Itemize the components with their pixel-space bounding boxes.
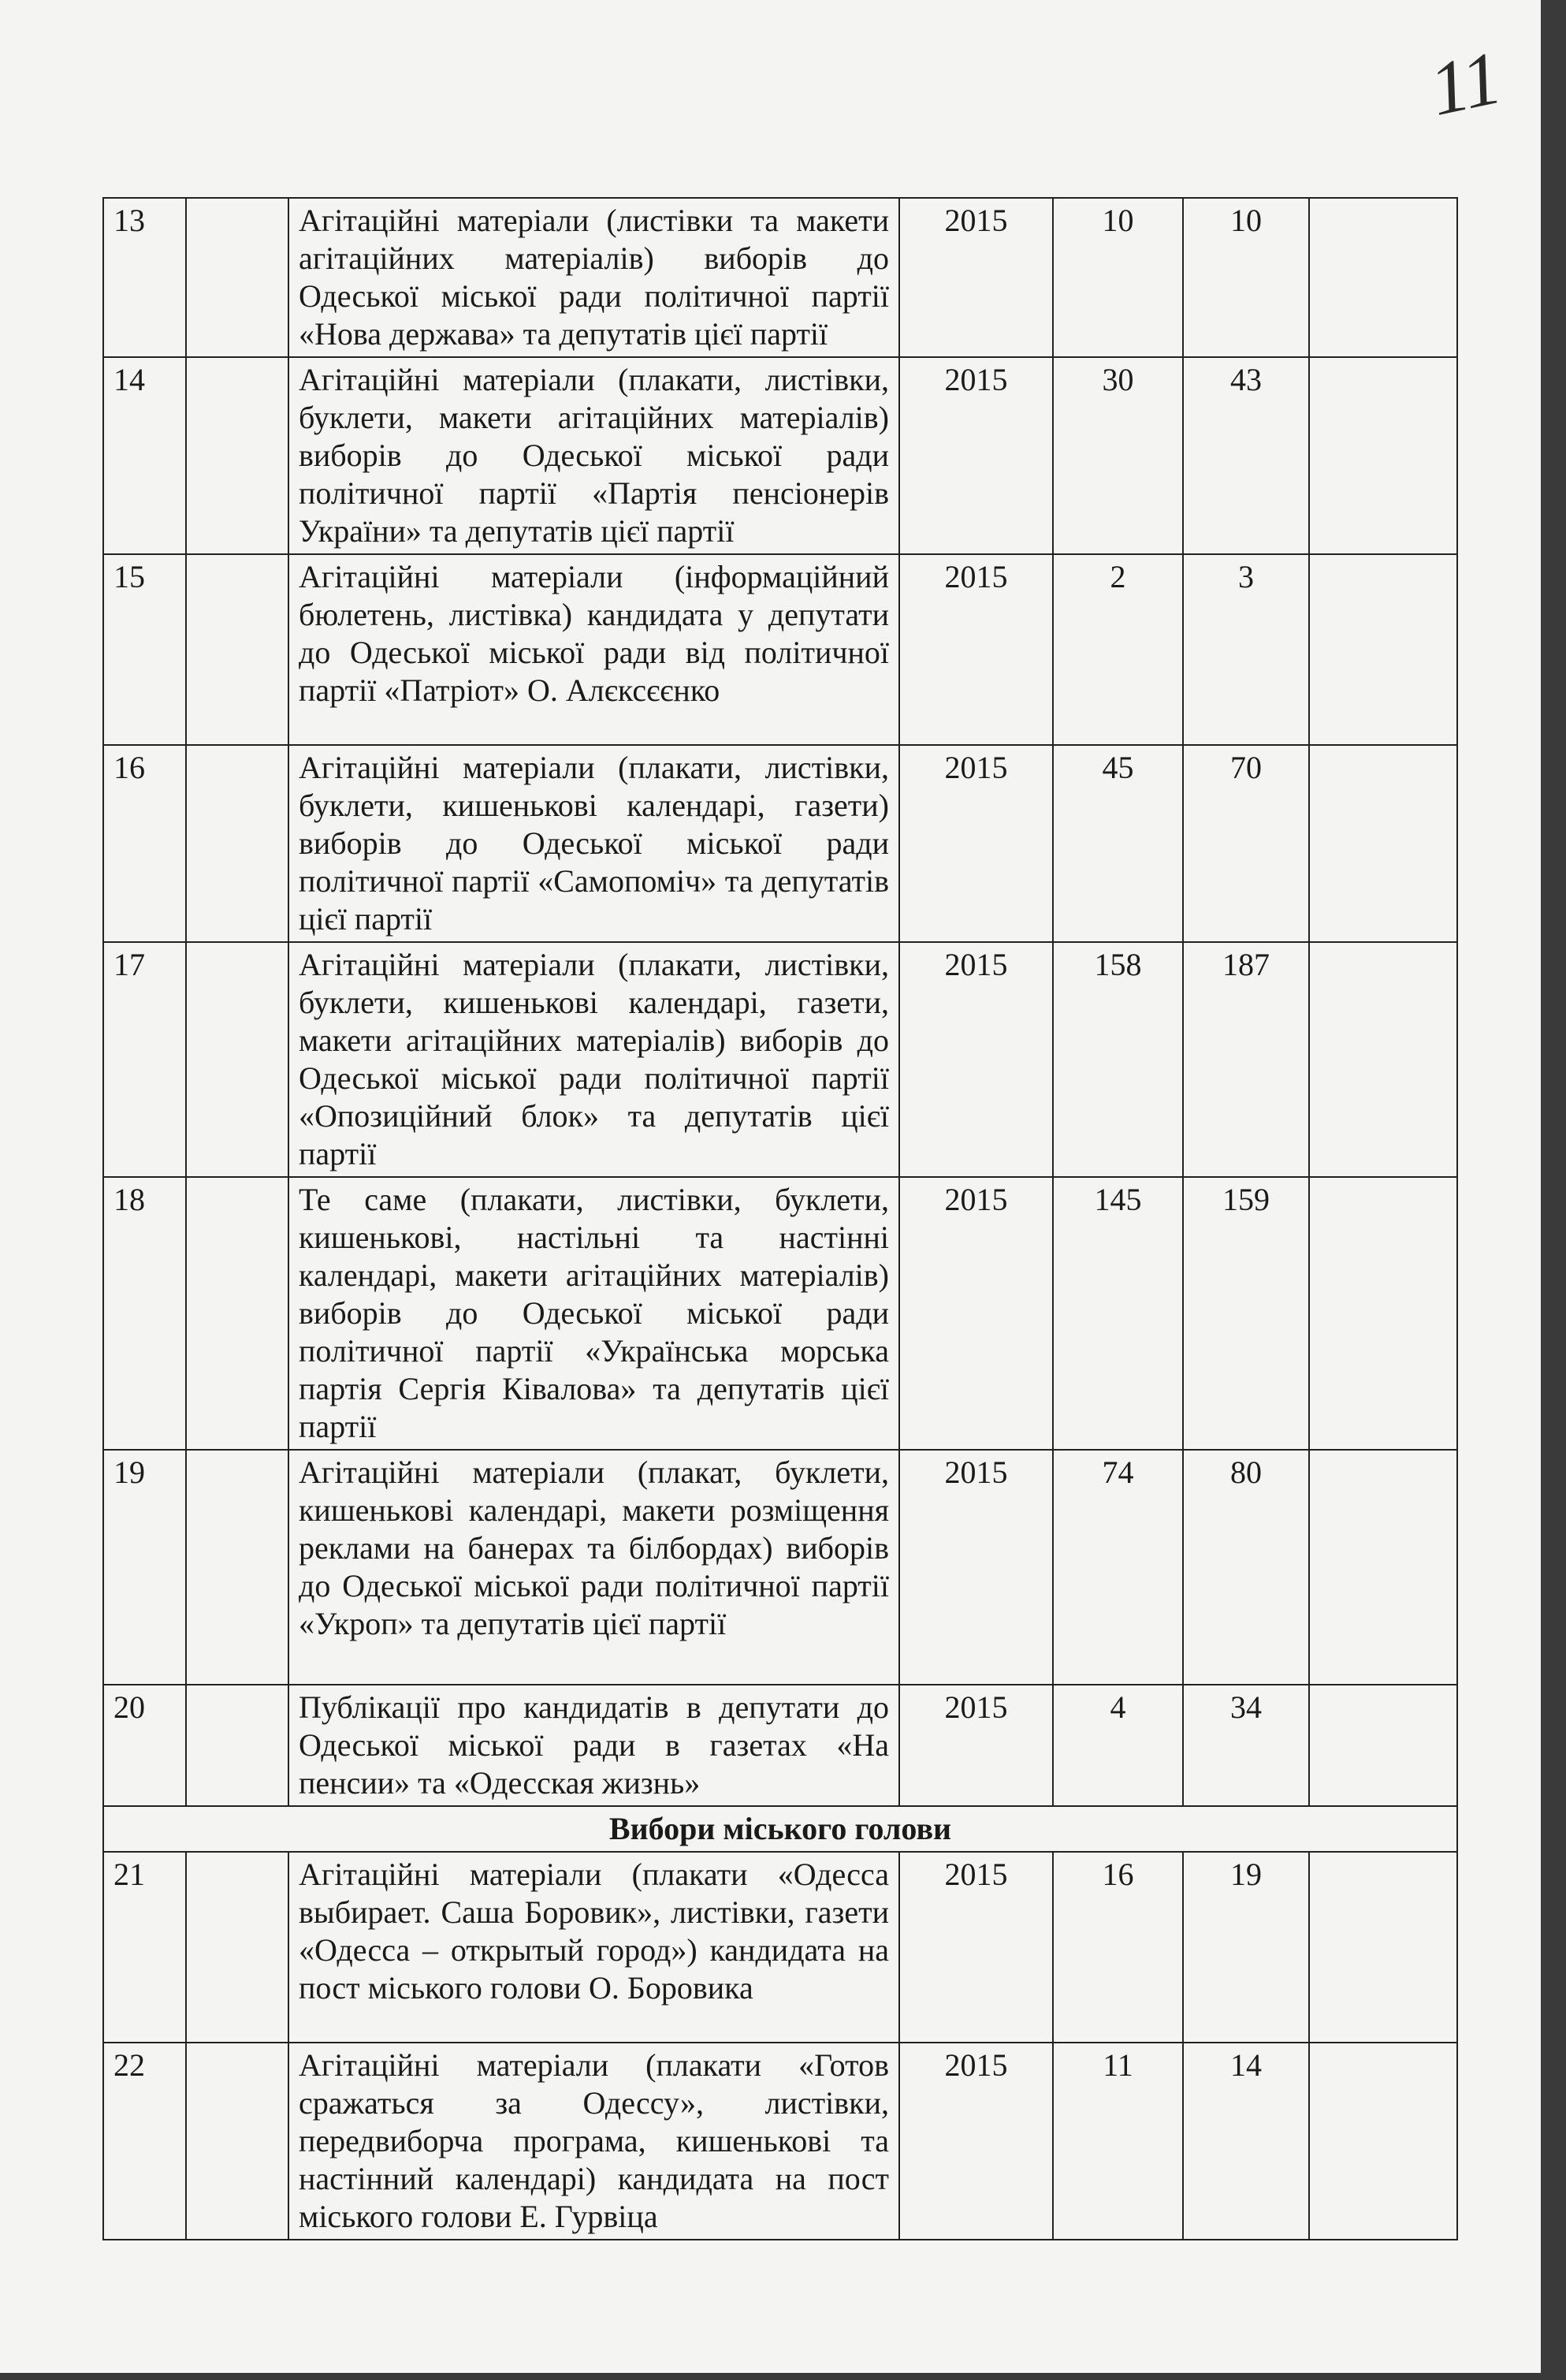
row-count-b: 159 bbox=[1183, 1177, 1309, 1450]
row-year: 2015 bbox=[899, 1852, 1053, 2043]
empty-cell bbox=[186, 1852, 288, 2043]
row-count-b: 3 bbox=[1183, 554, 1309, 745]
empty-cell bbox=[1309, 942, 1457, 1177]
row-count-b: 14 bbox=[1183, 2043, 1309, 2240]
table-row bbox=[103, 554, 1457, 745]
row-number: 20 bbox=[103, 1685, 186, 1806]
row-count-a: 11 bbox=[1053, 2043, 1183, 2240]
row-description: Агітаційні матеріали (плакати, листівки, буклети, макети агітаційних матеріалів) виборів до Одеської міської ради політичної партії «Партія пенсіонерів України» та депутатів цієї партії bbox=[288, 357, 899, 554]
row-count-a: 30 bbox=[1053, 357, 1183, 554]
empty-cell bbox=[186, 357, 288, 554]
empty-cell bbox=[1309, 357, 1457, 554]
row-year: 2015 bbox=[899, 942, 1053, 1177]
row-count-b: 19 bbox=[1183, 1852, 1309, 2043]
row-year: 2015 bbox=[899, 198, 1053, 357]
row-count-b: 43 bbox=[1183, 357, 1309, 554]
row-year: 2015 bbox=[899, 745, 1053, 942]
row-description: Агітаційні матеріали (інформаційний бюлетень, листівка) кандидата у депутати до Одеської міської ради від політичної партії «Патріот» О. Алєксєєнко bbox=[288, 554, 899, 745]
row-count-a: 16 bbox=[1053, 1852, 1183, 2043]
row-count-b: 34 bbox=[1183, 1685, 1309, 1806]
row-count-a: 2 bbox=[1053, 554, 1183, 745]
row-description: Агітаційні матеріали (плакат, буклети, кишенькові календарі, макети розміщення реклами на банерах та білбордах) виборів до Одеської міської ради політичної партії «Укроп» та депутатів цієї партії bbox=[288, 1450, 899, 1685]
row-number: 15 bbox=[103, 554, 186, 745]
row-count-b: 80 bbox=[1183, 1450, 1309, 1685]
row-count-a: 45 bbox=[1053, 745, 1183, 942]
row-count-b: 187 bbox=[1183, 942, 1309, 1177]
row-number: 18 bbox=[103, 1177, 186, 1450]
row-year: 2015 bbox=[899, 1177, 1053, 1450]
row-year: 2015 bbox=[899, 554, 1053, 745]
empty-cell bbox=[186, 942, 288, 1177]
row-description: Публікації про кандидатів в депутати до Одеської міської ради в газетах «На пенсии» та «Одесская жизнь» bbox=[288, 1685, 899, 1806]
row-count-a: 158 bbox=[1053, 942, 1183, 1177]
row-number: 13 bbox=[103, 198, 186, 357]
empty-cell bbox=[186, 1177, 288, 1450]
row-description: Агітаційні матеріали (листівки та макети агітаційних матеріалів) виборів до Одеської міської ради політичної партії «Нова держава» та депутатів цієї партії bbox=[288, 198, 899, 357]
row-count-b: 70 bbox=[1183, 745, 1309, 942]
empty-cell bbox=[186, 1685, 288, 1806]
row-description: Агітаційні матеріали (плакати «Одесса выбирает. Саша Боровик», листівки, газети «Одесса – открытый город») кандидата на пост міського голови О. Боровика bbox=[288, 1852, 899, 2043]
section-header-row bbox=[103, 1806, 1457, 1852]
row-count-a: 145 bbox=[1053, 1177, 1183, 1450]
table-row bbox=[103, 1450, 1457, 1685]
row-count-b: 10 bbox=[1183, 198, 1309, 357]
table-row bbox=[103, 1177, 1457, 1450]
row-description: Агітаційні матеріали (плакати, листівки, буклети, кишенькові календарі, газети) виборів до Одеської міської ради політичної партії «Самопоміч» та депутатів цієї партії bbox=[288, 745, 899, 942]
row-year: 2015 bbox=[899, 2043, 1053, 2240]
row-number: 16 bbox=[103, 745, 186, 942]
row-description: Агітаційні матеріали (плакати, листівки, буклети, кишенькові календарі, газети, макети агітаційних матеріалів) виборів до Одеської міської ради політичної партії «Опозиційний блок» та депутатів цієї партії bbox=[288, 942, 899, 1177]
row-number: 17 bbox=[103, 942, 186, 1177]
empty-cell bbox=[1309, 1450, 1457, 1685]
table-row bbox=[103, 198, 1457, 357]
row-year: 2015 bbox=[899, 1685, 1053, 1806]
archive-register-table bbox=[102, 197, 1458, 2240]
table-row bbox=[103, 1852, 1457, 2043]
table-row bbox=[103, 745, 1457, 942]
row-count-a: 4 bbox=[1053, 1685, 1183, 1806]
empty-cell bbox=[186, 198, 288, 357]
row-number: 14 bbox=[103, 357, 186, 554]
row-number: 22 bbox=[103, 2043, 186, 2240]
section-title: Вибори міського голови bbox=[103, 1806, 1457, 1852]
empty-cell bbox=[1309, 554, 1457, 745]
row-description: Агітаційні матеріали (плакати «Готов сражаться за Одессу», листівки, передвиборча програма, кишенькові та настінний календарі) кандидата на пост міського голови Е. Гурвіца bbox=[288, 2043, 899, 2240]
row-year: 2015 bbox=[899, 1450, 1053, 1685]
table-row bbox=[103, 1685, 1457, 1806]
row-count-a: 74 bbox=[1053, 1450, 1183, 1685]
row-description: Те саме (плакати, листівки, буклети, кишенькові, настільні та настінні календарі, макети агітаційних матеріалів) виборів до Одеської міської ради політичної партії «Українська морська партія Сергія Ківалова» та депутатів цієї партії bbox=[288, 1177, 899, 1450]
page-number: 11 bbox=[1422, 34, 1509, 132]
empty-cell bbox=[1309, 1852, 1457, 2043]
empty-cell bbox=[186, 1450, 288, 1685]
table-row bbox=[103, 2043, 1457, 2240]
row-year: 2015 bbox=[899, 357, 1053, 554]
table-row bbox=[103, 357, 1457, 554]
empty-cell bbox=[1309, 1177, 1457, 1450]
row-number: 21 bbox=[103, 1852, 186, 2043]
row-number: 19 bbox=[103, 1450, 186, 1685]
empty-cell bbox=[186, 554, 288, 745]
empty-cell bbox=[1309, 1685, 1457, 1806]
empty-cell bbox=[186, 2043, 288, 2240]
empty-cell bbox=[1309, 198, 1457, 357]
empty-cell bbox=[1309, 2043, 1457, 2240]
table-row bbox=[103, 942, 1457, 1177]
empty-cell bbox=[1309, 745, 1457, 942]
row-count-a: 10 bbox=[1053, 198, 1183, 357]
empty-cell bbox=[186, 745, 288, 942]
